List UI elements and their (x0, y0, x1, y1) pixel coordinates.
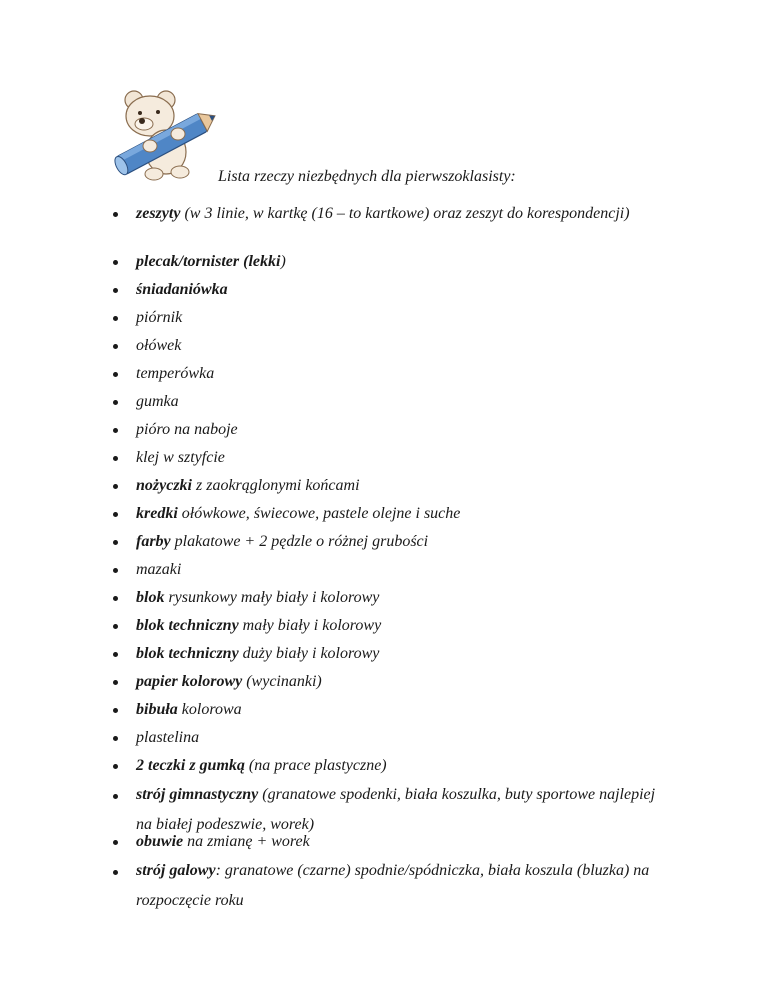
list-item-text (136, 532, 656, 552)
list-item-text (136, 392, 656, 412)
list-item-bold-text: kredki (136, 505, 178, 522)
list-item-text (136, 476, 656, 496)
list-item-bold-text: śniadaniówka (136, 281, 228, 298)
list-item-bold-text: papier kolorowy (136, 673, 243, 690)
list-item-bold-text: plecak/tornister (lekki (136, 253, 281, 270)
bullet-icon (113, 624, 118, 629)
list-item-plain-text: (w 3 linie, w kartkę (16 – to kartkowe) oraz zeszyt do korespondencji) (180, 205, 630, 222)
list-item-text (136, 672, 656, 692)
bullet-icon (113, 288, 118, 293)
list-item-plain-text: mały biały i kolorowy (238, 617, 382, 634)
list-item-plain-text: z zaokrąglonymi końcami (192, 477, 360, 494)
bullet-icon (113, 736, 118, 741)
bullet-icon (113, 680, 118, 685)
bullet-icon (113, 540, 118, 545)
list-item-text (136, 856, 656, 916)
list-item-text (136, 588, 656, 608)
list-item-text (136, 504, 656, 524)
list-item-bold-text: bibuła (136, 701, 178, 718)
list-item-bold-text: blok techniczny (136, 617, 239, 634)
list-item-bold-text: nożyczki (136, 477, 192, 494)
list-item-plain-text: ołówek (136, 337, 182, 354)
bullet-icon (113, 372, 118, 377)
bullet-icon (113, 512, 118, 517)
list-item-bold-text: obuwie (136, 833, 184, 850)
page-title: Lista rzeczy niezbędnych dla pierwszoklasisty: (218, 168, 516, 185)
list-item-text (136, 364, 656, 384)
list-item-plain-text: rysunkowy mały biały i kolorowy (164, 589, 380, 606)
list-item-text (136, 756, 656, 776)
bullet-icon (113, 212, 118, 217)
list-item-text (136, 700, 656, 720)
bullet-icon (113, 568, 118, 573)
bullet-icon (113, 652, 118, 657)
bullet-icon (113, 456, 118, 461)
bullet-icon (113, 708, 118, 713)
list-item-plain-text: mazaki (136, 561, 182, 578)
list-item-text (136, 308, 656, 328)
list-item-plain-text: plakatowe + 2 pędzle o różnej grubości (170, 533, 429, 550)
bullet-icon (113, 840, 118, 845)
bullet-icon (113, 344, 118, 349)
list-item-text (136, 336, 656, 356)
bullet-icon (113, 794, 118, 799)
list-item-text (136, 616, 656, 636)
list-item-bold-text: farby (136, 533, 171, 550)
bullet-icon (113, 260, 118, 265)
bullet-icon (113, 428, 118, 433)
list-item-bold-text: blok techniczny (136, 645, 239, 662)
list-item-plain-text: kolorowa (177, 701, 242, 718)
list-item-plain-text: (na prace plastyczne) (244, 757, 387, 774)
list-item-plain-text: (wycinanki) (242, 673, 322, 690)
list-item-text (136, 448, 656, 468)
list-item-text (136, 560, 656, 580)
list-item-plain-text: klej w sztyfcie (136, 449, 225, 466)
list-item-bold-text: strój galowy (136, 862, 216, 879)
teddy-bear-with-pencil-icon (100, 86, 224, 186)
bullet-icon (113, 870, 118, 875)
list-item-text (136, 644, 656, 664)
bullet-icon (113, 596, 118, 601)
list-item-plain-text: piórnik (136, 309, 183, 326)
list-item-text (136, 252, 656, 272)
list-item-plain-text: pióro na naboje (136, 421, 238, 438)
list-item-plain-text: (granatowe spodenki, biała koszulka, buty sportowe najlepiej na białej podeszwie, worek) (136, 786, 656, 833)
list-item-text (136, 728, 656, 748)
list-item-plain-text: temperówka (136, 365, 215, 382)
list-item-plain-text: : granatowe (czarne) spodnie/spódniczka, biała koszula (bluzka) na rozpoczęcie roku (136, 862, 650, 909)
bullet-icon (113, 484, 118, 489)
list-item-bold-text: 2 teczki z gumką (136, 757, 245, 774)
bullet-icon (113, 764, 118, 769)
bullet-icon (113, 400, 118, 405)
list-item-plain-text: ) (280, 253, 286, 270)
list-item-bold-text: zeszyty (136, 205, 181, 222)
list-item-plain-text: plastelina (136, 729, 200, 746)
list-item-text (136, 780, 656, 840)
list-item-text (136, 280, 656, 300)
list-item-text (136, 832, 656, 852)
list-item-plain-text: na zmianę + worek (183, 833, 310, 850)
list-item-plain-text: ołówkowe, świecowe, pastele olejne i suche (177, 505, 461, 522)
list-item-text (136, 420, 656, 440)
list-item-bold-text: blok (136, 589, 165, 606)
bullet-icon (113, 316, 118, 321)
list-item-plain-text: gumka (136, 393, 179, 410)
list-item-bold-text: strój gimnastyczny (136, 786, 259, 803)
list-item-plain-text: duży biały i kolorowy (238, 645, 380, 662)
list-item-text (136, 204, 656, 224)
